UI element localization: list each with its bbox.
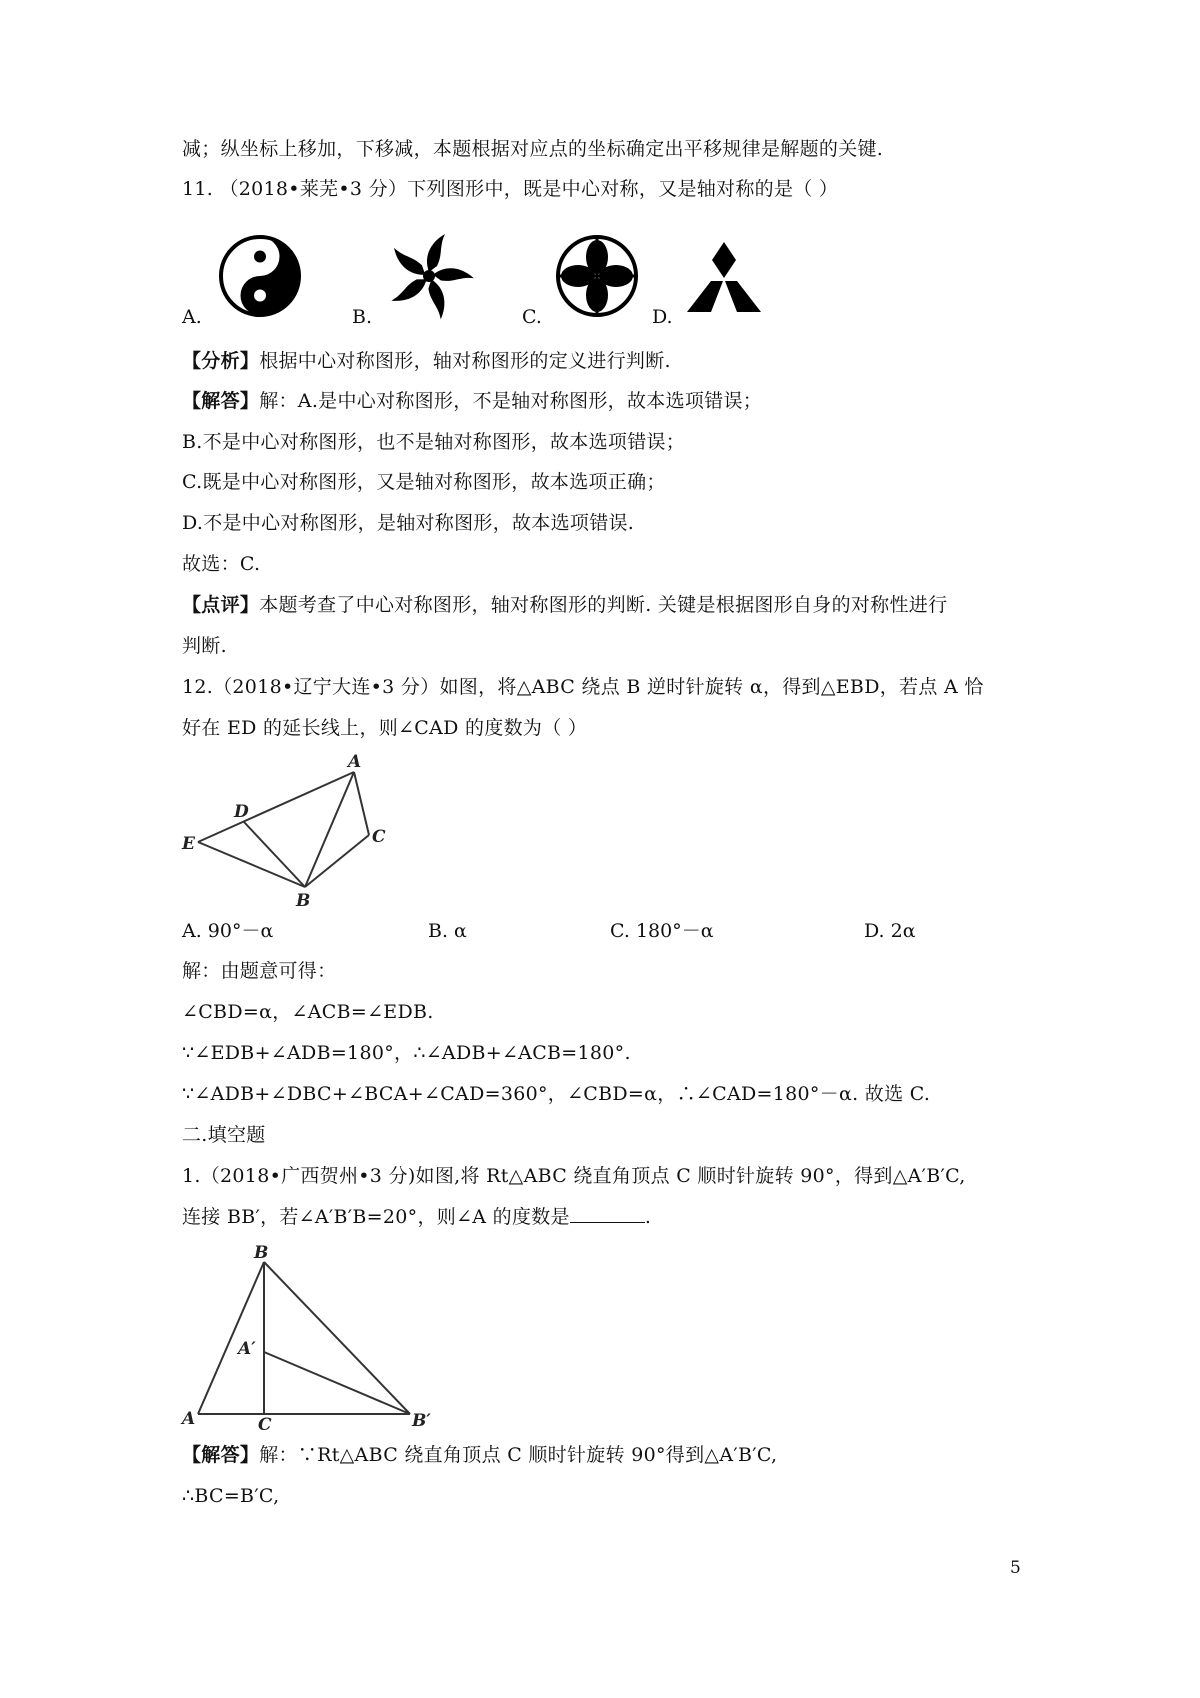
- q11-option-c-label: C.: [522, 306, 542, 328]
- question-12-stem: 12.（2018•辽宁大连•3 分）如图，将△ABC 绕点 B 逆时针旋转 α，得到△EBD，若点 A 恰: [182, 676, 984, 698]
- point-label-d: D: [234, 802, 249, 822]
- point-label-b: B: [296, 891, 311, 907]
- text-line: D.不是中心对称图形，是轴对称图形，故本选项错误.: [182, 512, 635, 534]
- text-line: B.不是中心对称图形，也不是轴对称图形，故本选项错误；: [182, 431, 686, 453]
- point-label-a: A: [348, 752, 362, 772]
- text-line: ∵∠EDB+∠ADB=180°，∴∠ADB+∠ACB=180°.: [182, 1042, 631, 1064]
- answer-tag: 【解答】: [182, 1444, 260, 1466]
- analysis-tag: 【分析】: [182, 350, 260, 372]
- point-label-e: E: [182, 834, 195, 854]
- q12-option-d: D. 2α: [864, 920, 916, 942]
- q12-option-a: A. 90°－α: [182, 920, 274, 942]
- answer-blank: [570, 1204, 645, 1223]
- q11-comment: 【点评】本题考查了中心对称图形，轴对称图形的判断. 关键是根据图形自身的对称性进行: [182, 594, 948, 616]
- page-number: 5: [1010, 1558, 1021, 1578]
- text-line: ∠CBD=α，∠ACB=∠EDB.: [182, 1001, 434, 1023]
- question-11-stem: 11. （2018•莱芜•3 分）下列图形中，既是中心对称，又是轴对称的是（ ）: [182, 178, 839, 200]
- text-line: C.既是中心对称图形，又是轴对称图形，故本选项正确；: [182, 471, 666, 493]
- q12-option-c: C. 180°－α: [610, 920, 714, 942]
- comment-tag: 【点评】: [182, 594, 260, 616]
- point-label-c: C: [258, 1415, 272, 1432]
- bauhinia-flower-icon: [384, 228, 474, 323]
- yin-yang-icon: [218, 234, 302, 318]
- answer-tag: 【解答】: [182, 390, 260, 412]
- point-label-a-prime: A′: [238, 1339, 256, 1359]
- point-label-b-prime: B′: [412, 1411, 431, 1431]
- section-heading: 二.填空题: [182, 1124, 266, 1146]
- point-label-a: A: [182, 1409, 196, 1429]
- text-line: ∵∠ADB+∠DBC+∠BCA+∠CAD=360°，∠CBD=α，∴∠CAD=180°－α. 故选 C.: [182, 1083, 931, 1105]
- q12-triangle-figure: [178, 752, 398, 907]
- point-label-c: C: [372, 827, 386, 847]
- text-line: 解：由题意可得：: [182, 960, 337, 982]
- fill-q1-triangle-figure: [178, 1242, 443, 1432]
- circle-four-petal-icon: [554, 233, 640, 319]
- q11-answer: 【解答】解：A.是中心对称图形，不是轴对称图形，故本选项错误；: [182, 390, 763, 412]
- fill-question-1-stem-2: 连接 BB′，若∠A′B′B=20°，则∠A 的度数是 .: [182, 1206, 652, 1228]
- q11-option-d-label: D.: [652, 306, 673, 328]
- q11-analysis: 【分析】根据中心对称图形，轴对称图形的定义进行判断.: [182, 350, 671, 372]
- fill-question-1-stem: 1.（2018•广西贺州•3 分)如图,将 Rt△ABC 绕直角顶点 C 顺时针旋转 90°，得到△A′B′C,: [182, 1165, 966, 1187]
- q11-option-a-label: A.: [182, 306, 202, 328]
- q11-option-b-label: B.: [352, 306, 373, 328]
- text-line: 判断.: [182, 635, 227, 657]
- fill-q1-answer: 【解答】解：∵Rt△ABC 绕直角顶点 C 顺时针旋转 90°得到△A′B′C,: [182, 1444, 778, 1466]
- question-12-stem-2: 好在 ED 的延长线上，则∠CAD 的度数为（ ）: [182, 717, 588, 739]
- three-diamonds-icon: [684, 240, 764, 314]
- text-line: ∴BC=B′C,: [182, 1485, 280, 1507]
- text-line: 减；纵坐标上移加，下移减，本题根据对应点的坐标确定出平移规律是解题的关键.: [182, 138, 884, 160]
- q12-option-b: B. α: [428, 920, 467, 942]
- text-line: 故选：C.: [182, 553, 261, 575]
- point-label-b: B: [254, 1243, 269, 1263]
